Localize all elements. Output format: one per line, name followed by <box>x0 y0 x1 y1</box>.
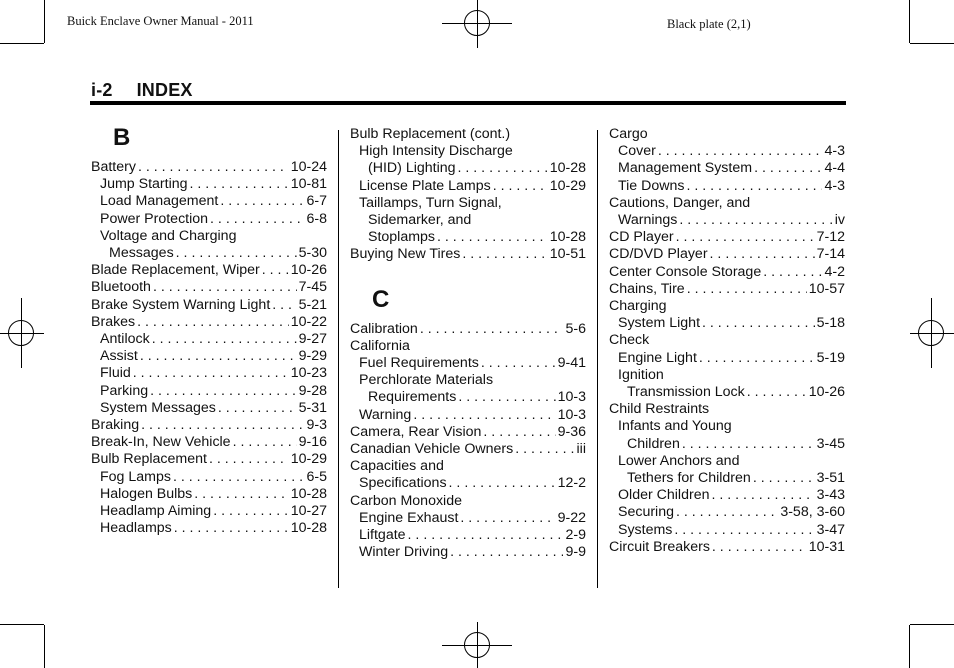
index-entry-label: Sidemarker, and <box>368 212 472 229</box>
index-entry[interactable]: License Plate Lamps . . . 10-29 <box>350 178 586 195</box>
index-entry[interactable]: Chains, Tire . . . 10-57 <box>609 281 845 298</box>
index-entry[interactable]: CD/DVD Player . . . 7-14 <box>609 246 845 263</box>
index-entry[interactable]: Antilock . . . 9-27 <box>91 331 327 348</box>
index-entry[interactable]: Winter Driving . . . 9-9 <box>350 544 586 561</box>
index-entry[interactable]: Headlamps . . . 10-28 <box>91 520 327 537</box>
index-entry[interactable]: Brakes . . . 10-22 <box>91 314 327 331</box>
index-entry-label: Perchlorate Materials <box>359 372 494 389</box>
index-entry[interactable]: Specifications . . . 12-2 <box>350 475 586 492</box>
column-divider <box>338 130 339 588</box>
index-entry[interactable]: Load Management . . . 6-7 <box>91 193 327 210</box>
index-entry[interactable]: Fuel Requirements . . . 9-41 <box>350 355 586 372</box>
index-entry[interactable]: Tie Downs . . . 4-3 <box>609 178 845 195</box>
page-number: i-2 <box>91 80 113 100</box>
index-entry[interactable]: Assist . . . 9-29 <box>91 348 327 365</box>
crop-mark <box>910 624 954 625</box>
heading-rule <box>90 101 846 105</box>
index-entry-label: Lower Anchors and <box>618 452 740 469</box>
index-entry[interactable]: Stoplamps . . . 10-28 <box>350 229 586 246</box>
index-entry-label: California <box>350 337 410 354</box>
index-entry-label: Carbon Monoxide <box>350 492 462 509</box>
index-entry[interactable]: Break-In, New Vehicle . . . 9-16 <box>91 434 327 451</box>
index-entry[interactable]: (HID) Lighting . . . 10-28 <box>350 160 586 177</box>
index-column-2 <box>350 126 586 561</box>
section-heading <box>91 80 193 101</box>
crop-mark <box>910 43 954 44</box>
index-entry-label: Cargo <box>609 126 648 142</box>
index-entry[interactable]: Blade Replacement, Wiper . . . 10-26 <box>91 262 327 279</box>
index-entry[interactable]: Tethers for Children . . . 3-51 <box>609 470 845 487</box>
index-entry[interactable]: System Messages . . . 5-31 <box>91 400 327 417</box>
crop-mark <box>0 624 44 625</box>
index-entry[interactable]: Bulb Replacement . . . 10-29 <box>91 451 327 468</box>
index-entry[interactable]: Systems . . . 3-47 <box>609 522 845 539</box>
index-column-1 <box>91 126 327 537</box>
index-entry[interactable]: Center Console Storage . . . 4-2 <box>609 264 845 281</box>
index-entry[interactable]: Fog Lamps . . . 6-5 <box>91 469 327 486</box>
index-entry[interactable]: Parking . . . 9-28 <box>91 383 327 400</box>
index-entry[interactable]: Halogen Bulbs . . . 10-28 <box>91 486 327 503</box>
index-entry-label: Bulb Replacement (cont.) <box>350 126 511 142</box>
index-entry-label: Infants and Young <box>618 418 732 435</box>
index-entry[interactable]: Warning . . . 10-3 <box>350 407 586 424</box>
index-entry-label: Taillamps, Turn Signal, <box>359 194 502 211</box>
crop-mark <box>909 0 910 43</box>
index-entry-label: Ignition <box>618 366 664 383</box>
index-entry[interactable]: Messages . . . 5-30 <box>91 245 327 262</box>
index-entry[interactable]: Power Protection . . . 6-8 <box>91 211 327 228</box>
index-entry[interactable]: Bluetooth . . . 7-45 <box>91 279 327 296</box>
running-header-title: Buick Enclave Owner Manual - 2011 <box>67 14 254 28</box>
index-entry[interactable]: Securing . . . 3-58, 3-60 <box>609 504 845 521</box>
index-entry[interactable]: Headlamp Aiming . . . 10-27 <box>91 503 327 520</box>
index-entry[interactable]: Cover . . . 4-3 <box>609 143 845 160</box>
index-entry[interactable]: Camera, Rear Vision . . . 9-36 <box>350 424 586 441</box>
index-entry[interactable]: Circuit Breakers . . . 10-31 <box>609 539 845 556</box>
index-entry[interactable]: Warnings . . . iv <box>609 212 845 229</box>
index-letter-b: B <box>113 124 131 151</box>
index-entry[interactable]: Requirements . . . 10-3 <box>350 389 586 406</box>
index-entry[interactable]: Engine Exhaust . . . 9-22 <box>350 510 586 527</box>
crop-mark <box>0 43 44 44</box>
index-letter-c: C <box>372 285 390 313</box>
plate-label: Black plate (2,1) <box>667 17 751 31</box>
index-entry[interactable]: Canadian Vehicle Owners . . . iii <box>350 441 586 458</box>
index-entry[interactable]: System Light . . . 5-18 <box>609 315 845 332</box>
index-entry[interactable]: Braking . . . 9-3 <box>91 417 327 434</box>
index-entry[interactable]: Battery . . . 10-24 <box>91 159 327 176</box>
crop-mark <box>44 625 45 668</box>
index-entry[interactable]: Management System . . . 4-4 <box>609 160 845 177</box>
index-column-3 <box>609 126 845 556</box>
index-entry-label: High Intensity Discharge <box>359 143 513 160</box>
column-divider <box>597 130 598 588</box>
index-entry-label: Capacities and <box>350 458 444 475</box>
index-entry[interactable]: Jump Starting . . . 10-81 <box>91 176 327 193</box>
index-entry-label: Cautions, Danger, and <box>609 194 751 211</box>
crop-mark <box>44 0 45 43</box>
index-entry[interactable]: Liftgate . . . 2-9 <box>350 527 586 544</box>
section-title: INDEX <box>136 80 193 100</box>
index-entry-label: Check <box>609 332 650 349</box>
index-entry-label: Voltage and Charging <box>100 227 237 244</box>
index-entry[interactable]: Children . . . 3-45 <box>609 436 845 453</box>
index-entry[interactable]: Transmission Lock . . . 10-26 <box>609 384 845 401</box>
index-entry[interactable]: Brake System Warning Light . . . 5-21 <box>91 297 327 314</box>
index-entry[interactable]: Older Children . . . 3-43 <box>609 487 845 504</box>
index-entry[interactable]: CD Player . . . 7-12 <box>609 229 845 246</box>
crop-mark <box>909 625 910 668</box>
index-entry[interactable]: Buying New Tires . . . 10-51 <box>350 246 586 263</box>
index-entry[interactable]: Calibration . . . 5-6 <box>350 321 586 338</box>
index-entry[interactable]: Engine Light . . . 5-19 <box>609 350 845 367</box>
index-entry[interactable]: Fluid . . . 10-23 <box>91 365 327 382</box>
index-entry-label: Charging <box>609 298 667 315</box>
index-entry-label: Child Restraints <box>609 401 710 418</box>
